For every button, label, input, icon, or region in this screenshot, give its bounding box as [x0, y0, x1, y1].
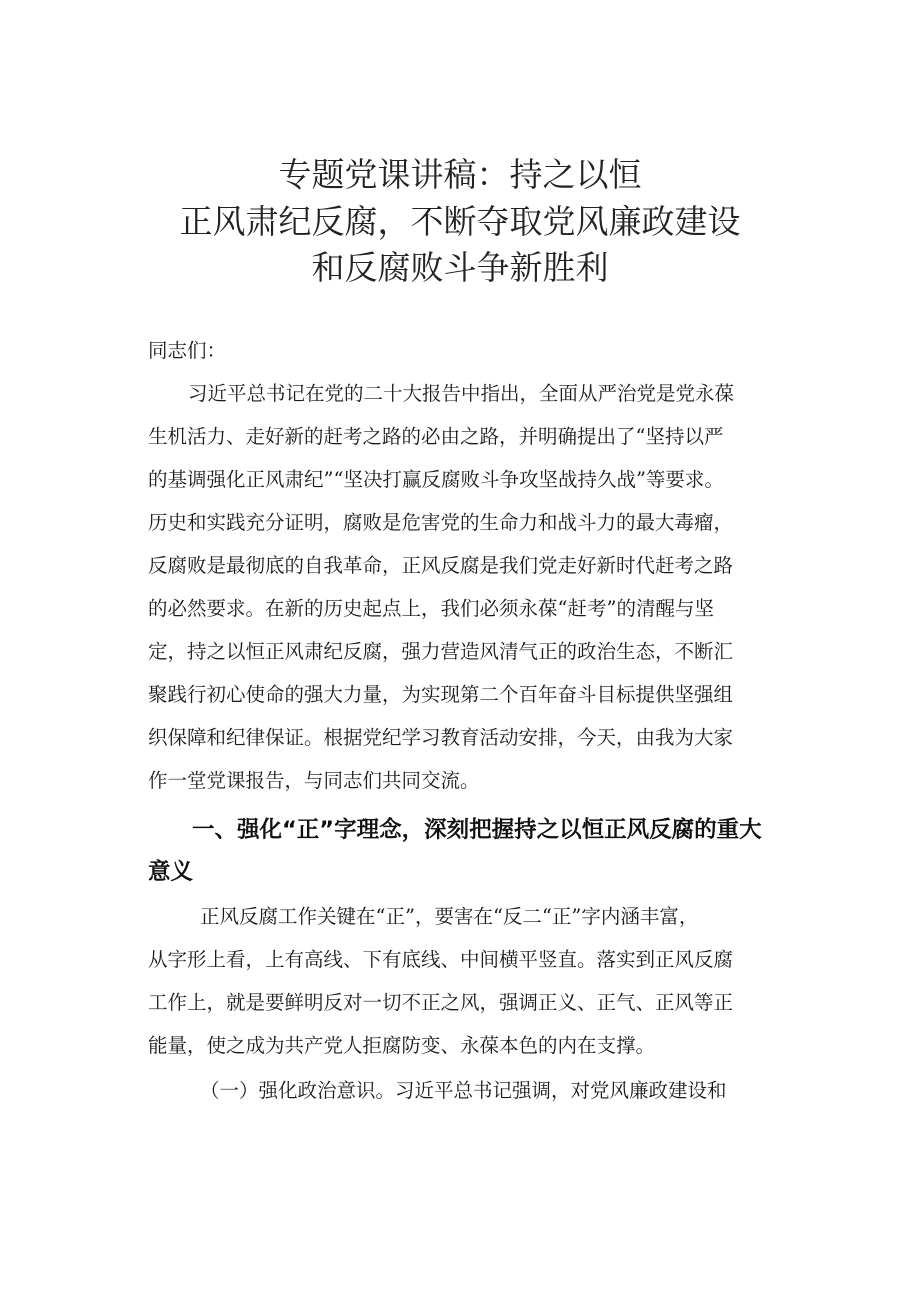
- document-title-line-3: 和反腐败斗争新胜利: [311, 248, 609, 287]
- intro-line: 聚践行初心使命的强大力量，为实现第二个百年奋斗目标提供坚强组: [148, 683, 734, 706]
- document-title-line-1: 专题党课讲稿：持之以恒: [278, 155, 642, 194]
- section-para-line: 工作上，就是要鲜明反对一切不正之风，强调正义、正气、正风等正: [148, 991, 734, 1014]
- salutation: 同志们：: [148, 339, 227, 362]
- intro-line: 生机活力、走好新的赶考之路的必由之路，并明确提出了“坚持以严: [148, 425, 724, 448]
- intro-line: 的必然要求。在新的历史起点上，我们必须永葆“赶考”的清醒与坚: [148, 597, 714, 620]
- intro-line: 织保障和纪律保证。根据党纪学习教育活动安排，今天，由我为大家: [148, 726, 734, 749]
- intro-line: 历史和实践充分证明，腐败是危害党的生命力和战斗力的最大毒瘤，: [148, 511, 734, 534]
- intro-line: 定，持之以恒正风肃纪反腐，强力营造风清气正的政治生态，不断汇: [148, 640, 734, 663]
- intro-line: 习近平总书记在党的二十大报告中指出，全面从严治党是党永葆: [188, 382, 735, 405]
- section-para-line: 能量，使之成为共产党人拒腐防变、永葆本色的内在支撑。: [148, 1034, 656, 1057]
- intro-line: 作一堂党课报告，与同志们共同交流。: [148, 769, 480, 792]
- subsection-line: （一）强化政治意识。习近平总书记强调，对党风廉政建设和: [200, 1079, 727, 1102]
- section-heading-line-1: 一、强化“正”字理念，深刻把握持之以恒正风反腐的重大: [192, 817, 762, 843]
- section-heading-line-2: 意义: [148, 859, 194, 885]
- document-title-line-2: 正风肃纪反腐，不断夺取党风廉政建设: [179, 202, 741, 241]
- section-para-line: 正风反腐工作关键在“正”，要害在“反二“正”字内涵丰富，: [200, 905, 699, 928]
- intro-line: 的基调强化正风肃纪”“坚决打赢反腐败斗争攻坚战持久战”等要求。: [148, 468, 724, 491]
- intro-line: 反腐败是最彻底的自我革命，正风反腐是我们党走好新时代赶考之路: [148, 554, 734, 577]
- section-para-line: 从字形上看，上有高线、下有底线、中间横平竖直。落实到正风反腐: [148, 948, 734, 971]
